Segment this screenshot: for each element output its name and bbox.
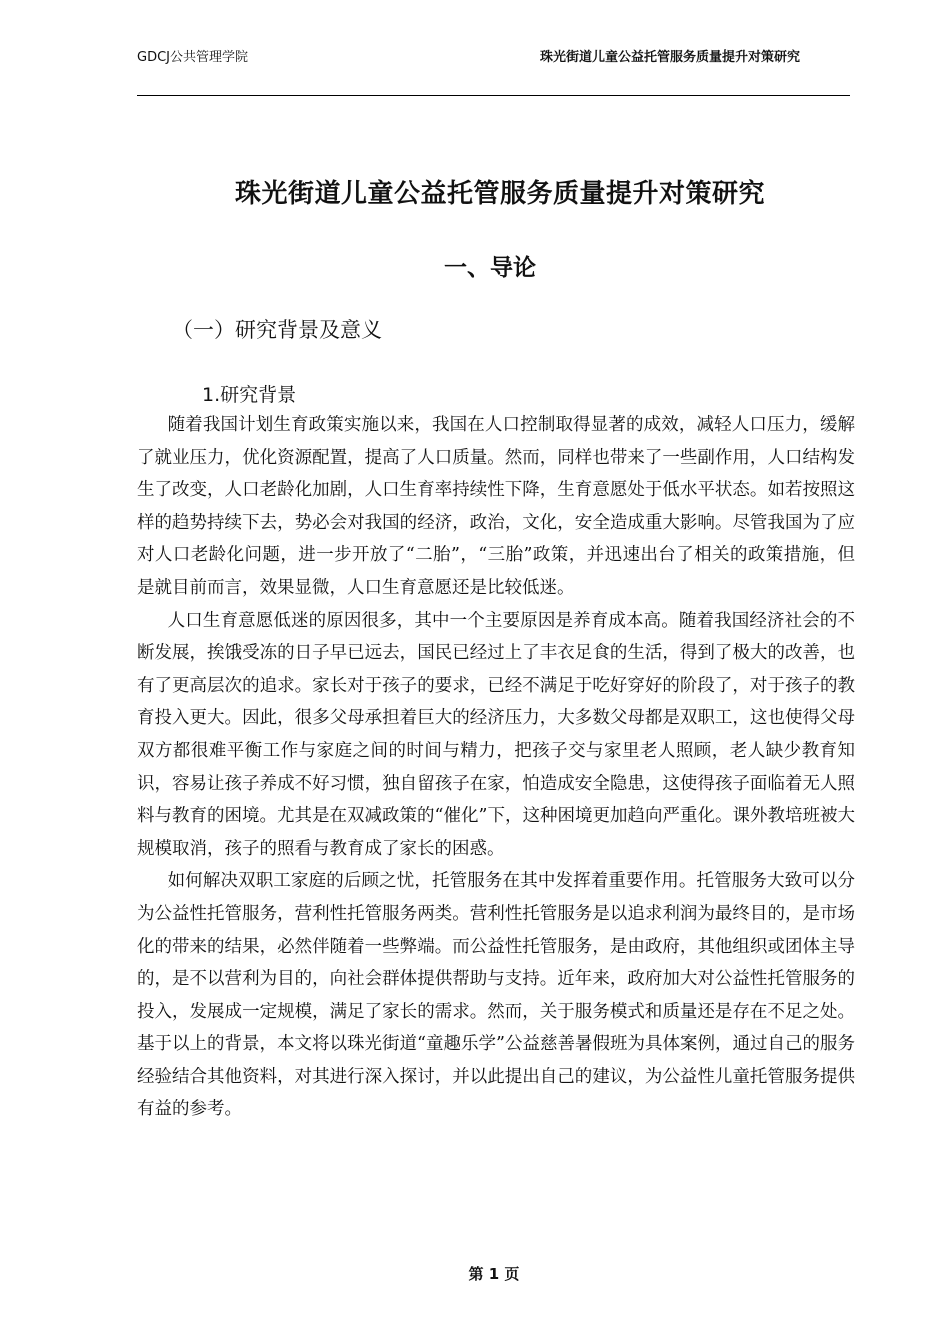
header-running-title: 珠光街道儿童公益托管服务质量提升对策研究 [539,50,800,65]
document-title: 珠光街道儿童公益托管服务质量提升对策研究 [234,179,765,209]
chapter-heading: 一、导论 [444,255,536,281]
paragraph: 人口生育意愿低迷的原因很多，其中一个主要原因是养育成本高。随着我国经济社会的不断发展，挨饿受冻的日子早已远去，国民已经过上了丰衣足食的生活，得到了极大的改善，也有了更高层次的追求。家长对于孩子的要求，已经不满足于吃好穿好的阶段了，对于孩子的教育投入更大。因此，很多父母承担着巨大的经济压力，大多数父母都是双职工，这也使得父母双方都很难平衡工作与家庭之间的时间与精力，把孩子交与家里老人照顾，老人缺少教育知识，容易让孩子养成不好习惯，独自留孩子在家，怕造成安全隐患，这使得孩子面临着无人照料与教育的困境。尤其是在双减政策的“催化”下，这种困境更加趋向严重化。课外教培班被大规模取消，孩子的照看与教育成了家长的困惑。 [137,610,855,859]
page-number: 第 1 页 [468,1265,520,1283]
paragraph: 如何解决双职工家庭的后顾之忧，托管服务在其中发挥着重要作用。托管服务大致可以分为公益性托管服务，营利性托管服务两类。营利性托管服务是以追求利润为最终目的，是市场化的带来的结果，必然伴随着一些弊端。而公益性托管服务，是由政府，其他组织或团体主导的，是不以营利为目的，向社会群体提供帮助与支持。近年来，政府加大对公益性托管服务的投入，发展成一定规模，满足了家长的需求。然而，关于服务模式和质量还是存在不足之处。基于以上的背景，本文将以珠光街道“童趣乐学”公益慈善暑假班为具体案例，通过自己的服务经验结合其他资料，对其进行深入探讨，并以此提出自己的建议，为公益性儿童托管服务提供有益的参考。 [137,871,855,1120]
paragraph: 随着我国计划生育政策实施以来，我国在人口控制取得显著的成效，减轻人口压力，缓解了就业压力，优化资源配置，提高了人口质量。然而，同样也带来了一些副作用，人口结构发生了改变，人口老龄化加剧，人口生育率持续性下降，生育意愿处于低水平状态。如若按照这样的趋势持续下去，势必会对我国的经济，政治，文化，安全造成重大影响。尽管我国为了应对人口老龄化问题，进一步开放了“二胎”，“三胎”政策，并迅速出台了相关的政策措施，但是就目前而言，效果显微，人口生育意愿还是比较低迷。 [137,415,855,598]
section-heading: （一）研究背景及意义 [172,318,382,342]
subsection-heading: 1.研究背景 [202,384,297,406]
body-text [137,409,855,1126]
header-divider [137,95,850,96]
header-institution: GDCJ公共管理学院 [137,50,248,65]
page-header [137,46,850,66]
